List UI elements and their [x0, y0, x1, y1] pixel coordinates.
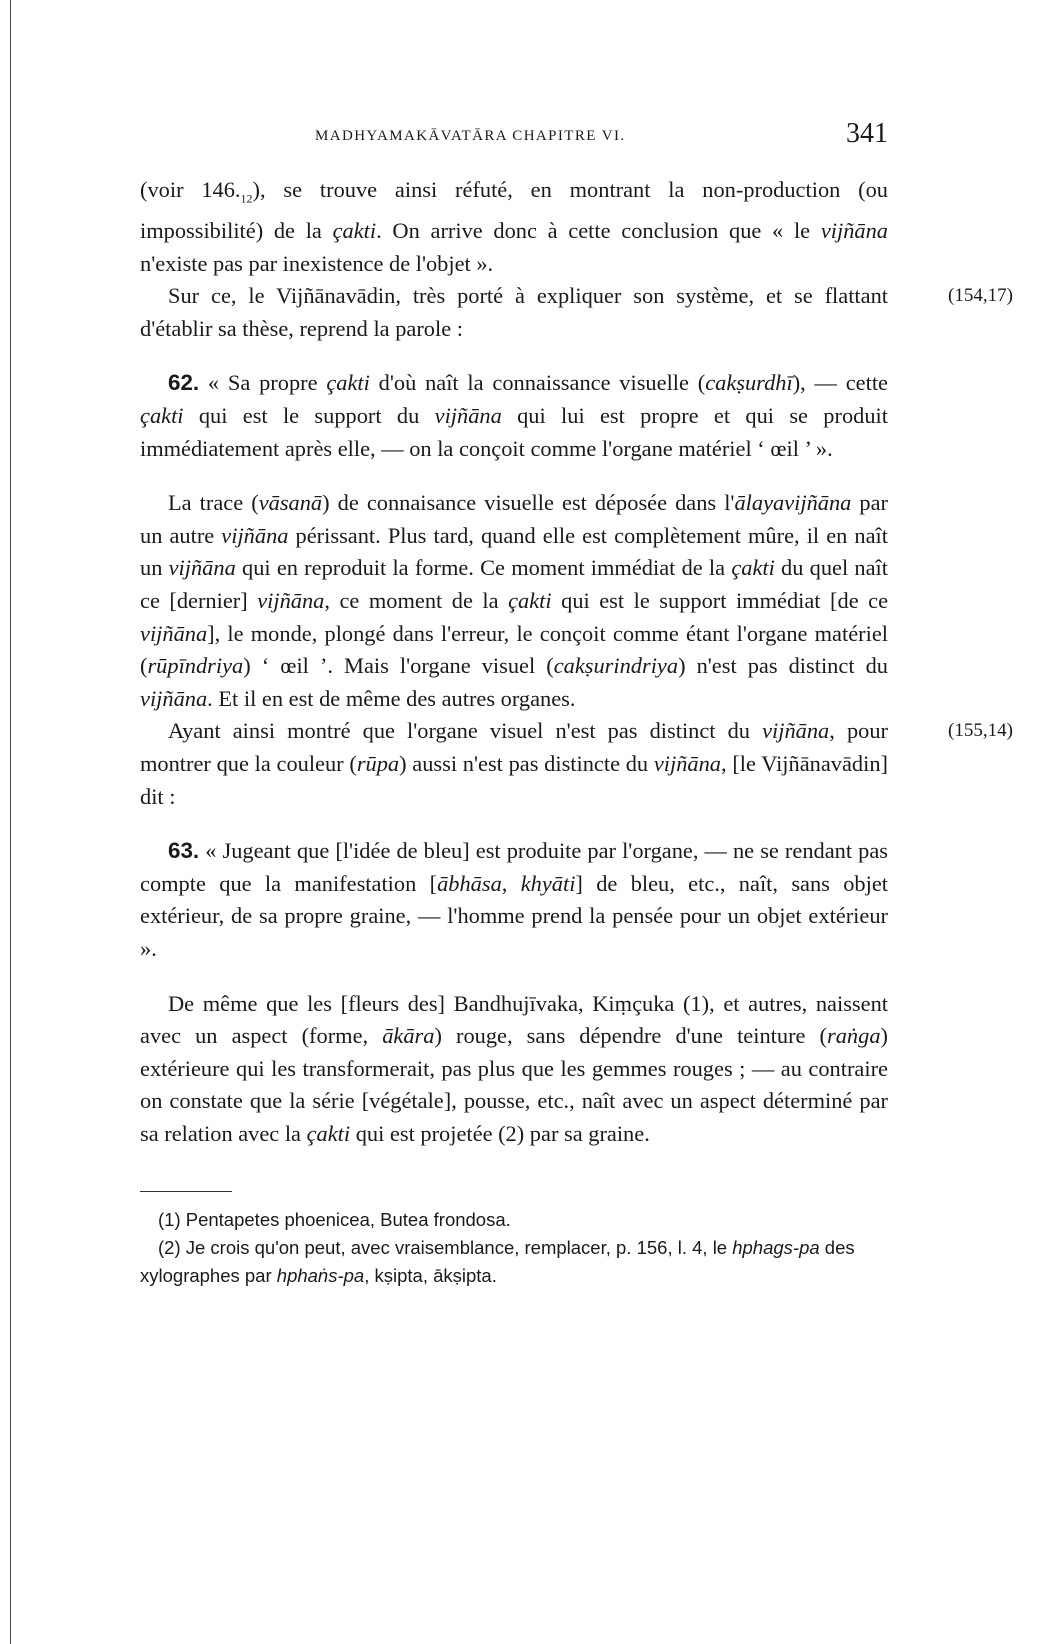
paragraph-2: (154,17) Sur ce, le Vijñānavādin, très porté à expliquer son système, et se flattant d'établir sa thèse, reprend la parole :	[140, 280, 888, 345]
page-header	[140, 118, 888, 154]
verse-63: 63. « Jugeant que [l'idée de bleu] est produite par l'organe, — ne se rendant pas compte que la manifestation [ābhāsa, khyāti] de bleu, etc., naît, sans objet extérieur, de sa propre graine, — l'homme prend la pensée pour un objet extérieur ».	[140, 838, 888, 961]
verse-number-63: 63.	[168, 838, 200, 864]
footnote-rule	[140, 1191, 232, 1192]
page-edge-line	[10, 0, 11, 1644]
running-head: MADHYAMAKĀVATĀRA CHAPITRE VI.	[315, 128, 626, 144]
verse-number-62: 62.	[168, 370, 200, 396]
page-number: 341	[846, 118, 888, 149]
verse-62: 62. « Sa propre çakti d'où naît la connaissance visuelle (cakṣurdhī), — cette çakti qui est le support du vijñāna qui lui est propre et qui se produit immédiatement après elle, — on la conçoit comme l'organe matériel ‘ œil ’ ».	[140, 370, 888, 461]
footnote-1: (1) Pentapetes phoenicea, Butea frondosa.	[158, 1208, 511, 1230]
paragraph-5: De même que les [fleurs des] Bandhujīvaka, Kiṃçuka (1), et autres, naissent avec un aspect (forme, ākāra) rouge, sans dépendre d'une teinture (raṅga) extérieure qui les transformerait, pas plus que les gemmes rouges ; — au contraire on constate que la série [végétale], pousse, etc., naît avec un aspect déterminé par sa relation avec la çakti qui est projetée (2) par sa graine.	[140, 990, 888, 1146]
paragraph-1: (voir $146._{12}$), se trouve ainsi réfuté, en montrant la non-production (ou impossibilité) de la çakti. On arrive donc à cette conclusion que « le vijñāna n'existe pas par inexistence de l'objet ».	[140, 177, 889, 276]
paragraph-4: (155,14) Ayant ainsi montré que l'organe visuel n'est pas distinct du vijñāna, pour montrer que la couleur (rūpa) aussi n'est pas distincte du vijñāna, [le Vijñānavādin] dit :	[140, 715, 888, 813]
page-body	[140, 118, 1013, 1290]
margin-reference-1: (154,17)	[948, 285, 1013, 307]
footnote-2: (2) Je crois qu'on peut, avec vraisemblance, remplacer, p. 156, l. 4, le hphags-pa des xylographes par hphaṅs-pa, kṣipta, ākṣipta.	[140, 1236, 855, 1286]
paragraph-3: La trace (vāsanā) de connaisance visuelle est déposée dans l'ālayavijñāna par un autre vijñāna périssant. Plus tard, quand elle est complètement mûre, il en naît un vijñāna qui en reproduit la forme. Ce moment immédiat de la çakti du quel naît ce [dernier] vijñāna, ce moment de la çakti qui est le support immédiat [de ce vijñāna], le monde, plongé dans l'erreur, le conçoit comme étant l'organe matériel (rūpīndriya) ‘ œil ’. Mais l'organe visuel (cakṣurindriya) n'est pas distinct du vijñāna. Et il en est de même des autres organes.	[140, 490, 889, 711]
margin-reference-2: (155,14)	[948, 720, 1013, 742]
